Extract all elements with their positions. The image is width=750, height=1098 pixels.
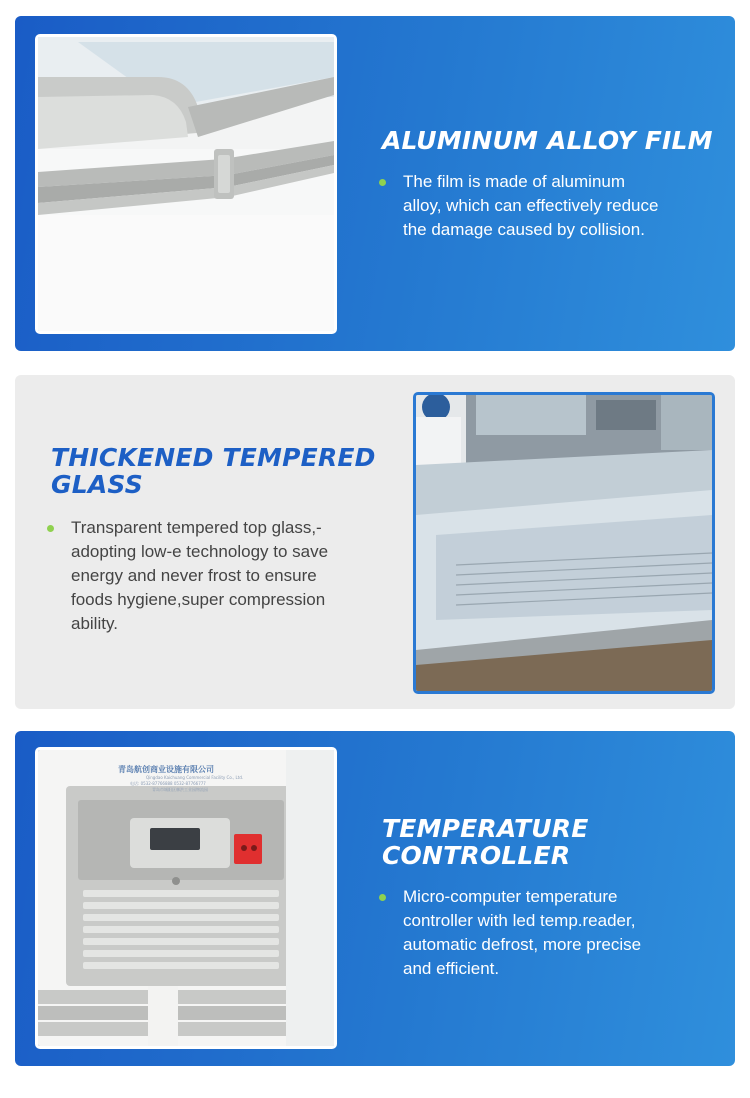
bullet-dot-icon bbox=[47, 525, 54, 532]
tempered-glass-photo bbox=[413, 392, 715, 694]
bullet-dot-icon bbox=[379, 179, 386, 186]
section-title: THICKENED TEMPERED GLASS bbox=[51, 443, 376, 499]
feature-section-aluminum bbox=[15, 16, 735, 351]
section-description: Transparent tempered top glass,- adopting low-e technology to save energy and never frost to ensure foods hygiene,super compression ability. bbox=[71, 516, 328, 636]
section-title: TEMPERATURE CONTROLLER bbox=[382, 814, 589, 870]
label-address-line: 青岛市城阳区棘洪工业园物流园 bbox=[152, 787, 208, 792]
feature-section-controller bbox=[15, 731, 735, 1066]
section-title: ALUMINUM ALLOY FILM bbox=[382, 126, 713, 155]
label-contact-line: 电话: 0532-87766888 0532-87766777 bbox=[130, 781, 206, 786]
feature-section-glass bbox=[15, 375, 735, 709]
label-company-cn: 青岛航创商业设施有限公司 bbox=[118, 765, 214, 774]
label-company-en: Qingdao Kaichuang Commercial Facility Co., Ltd. bbox=[146, 775, 244, 780]
section-description: Micro-computer temperature controller with led temp.reader, automatic defrost, more precise and efficient. bbox=[403, 885, 641, 981]
section-description: The film is made of aluminum alloy, which can effectively reduce the damage caused by collision. bbox=[403, 170, 658, 242]
product-label bbox=[118, 750, 268, 820]
temperature-controller-photo bbox=[35, 747, 337, 1049]
bullet-dot-icon bbox=[379, 894, 386, 901]
aluminum-film-photo bbox=[35, 34, 337, 334]
